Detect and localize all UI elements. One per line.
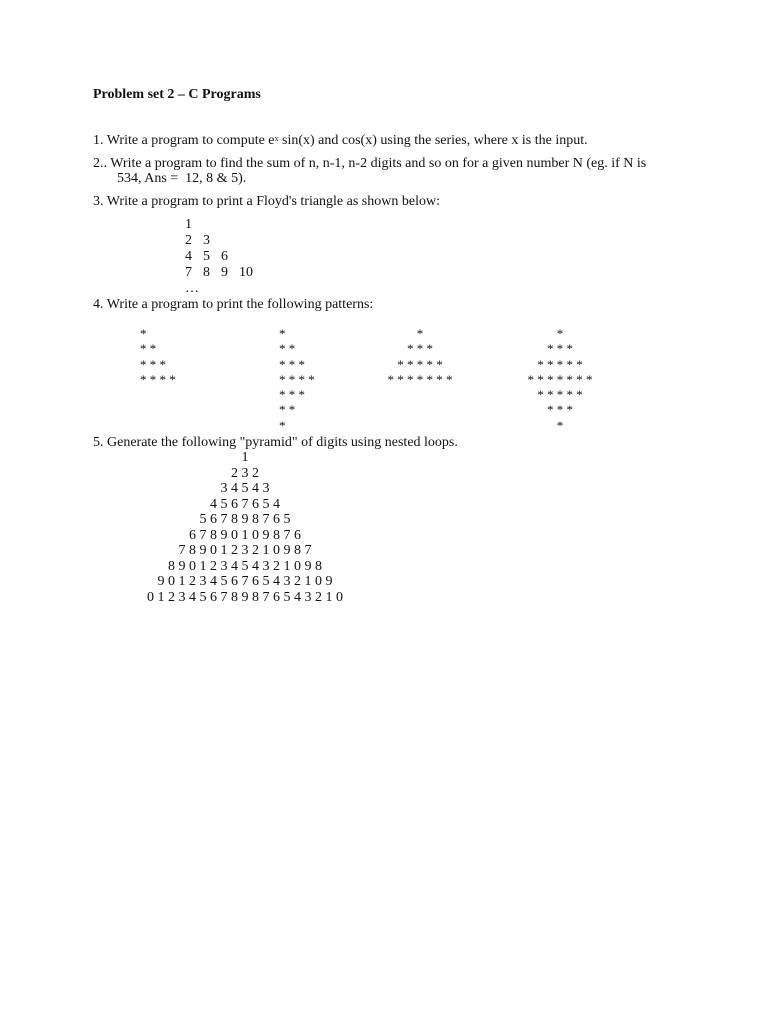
pattern-row: * [416,326,424,341]
pattern-right-triangle [140,326,176,387]
floyd-number: 9 [221,265,228,280]
floyd-triangle [185,217,253,297]
pattern-row: * * * * [279,371,315,387]
pattern-row: * * [279,402,296,418]
pattern-row: * [140,326,147,341]
floyd-number: 8 [203,265,210,280]
floyd-number: 6 [221,249,228,264]
floyd-row [185,281,199,297]
pattern-row: * * * [140,356,166,372]
pattern-row: * * * * [140,371,176,387]
pattern-row: * * * * * * * [387,371,453,387]
question-1-superscript: x [274,134,279,143]
question-2-line-1: 2.. Write a program to find the sum of n, n-1, n-2 digits and so on for a given number N (eg. if N is [93,156,647,171]
question-5: 5. Generate the following "pyramid" of digits using nested loops. [93,435,458,450]
question-4: 4. Write a program to print the following patterns: [93,297,374,312]
pattern-row: * * * [547,402,573,418]
pattern-row: * * [279,341,296,357]
floyd-number: 7 [185,265,192,280]
pattern-row: * * * [279,387,305,403]
question-1-text: 1. Write a program to compute e [93,133,275,148]
pyramid-row: 4 5 6 7 6 5 4 [210,496,280,512]
pyramid-row: 0 1 2 3 4 5 6 7 8 9 8 7 6 5 4 3 2 1 0 [147,589,343,605]
pattern-pyramid [360,326,480,387]
document-title: Problem set 2 – C Programs [93,87,261,102]
pyramid-row: 2 3 2 [231,465,259,481]
floyd-row [185,233,210,249]
floyd-row [185,217,199,233]
pyramid-row: 8 9 0 1 2 3 4 5 4 3 2 1 0 9 8 [168,558,322,574]
pyramid-row: 1 [241,450,249,465]
question-1-text-rest: sin(x) and cos(x) using the series, where x is the input. [278,133,588,148]
question-3: 3. Write a program to print a Floyd's triangle as shown below: [93,194,440,209]
floyd-number: 4 [185,249,192,264]
pattern-row: * [556,417,564,433]
pattern-row: * * * * * [537,387,583,403]
digit-pyramid [120,450,370,605]
pattern-row: * [279,417,286,433]
floyd-row [185,249,228,265]
pattern-row: * * * * * [537,356,583,372]
pattern-row: * [279,326,286,341]
floyd-number: 10 [239,265,253,280]
pyramid-row: 7 8 9 0 1 2 3 2 1 0 9 8 7 [178,543,312,558]
pattern-row: * * * * * [397,356,443,372]
floyd-row [185,265,253,281]
pattern-row: * [556,326,564,341]
question-2-line-2: 534, Ans = 12, 8 & 5). [117,171,247,186]
pattern-row: * * * [407,341,433,357]
pattern-row: * * * [279,356,305,372]
floyd-number: 3 [203,233,210,248]
floyd-number: 1 [185,217,192,232]
question-1 [93,133,588,149]
pattern-row: * * * [547,341,573,357]
pattern-diamond [500,326,620,433]
pyramid-row: 3 4 5 4 3 [220,481,270,496]
floyd-number: 5 [203,249,210,264]
floyd-number: 2 [185,233,192,248]
floyd-ellipsis: … [185,281,199,296]
pattern-row: * * [140,341,157,357]
pattern-arrow [279,326,315,433]
pyramid-row: 6 7 8 9 0 1 0 9 8 7 6 [189,527,301,543]
pyramid-row: 5 6 7 8 9 8 7 6 5 [199,512,291,527]
pyramid-row: 9 0 1 2 3 4 5 6 7 6 5 4 3 2 1 0 9 [157,574,333,589]
pattern-row: * * * * * * * [527,371,593,387]
